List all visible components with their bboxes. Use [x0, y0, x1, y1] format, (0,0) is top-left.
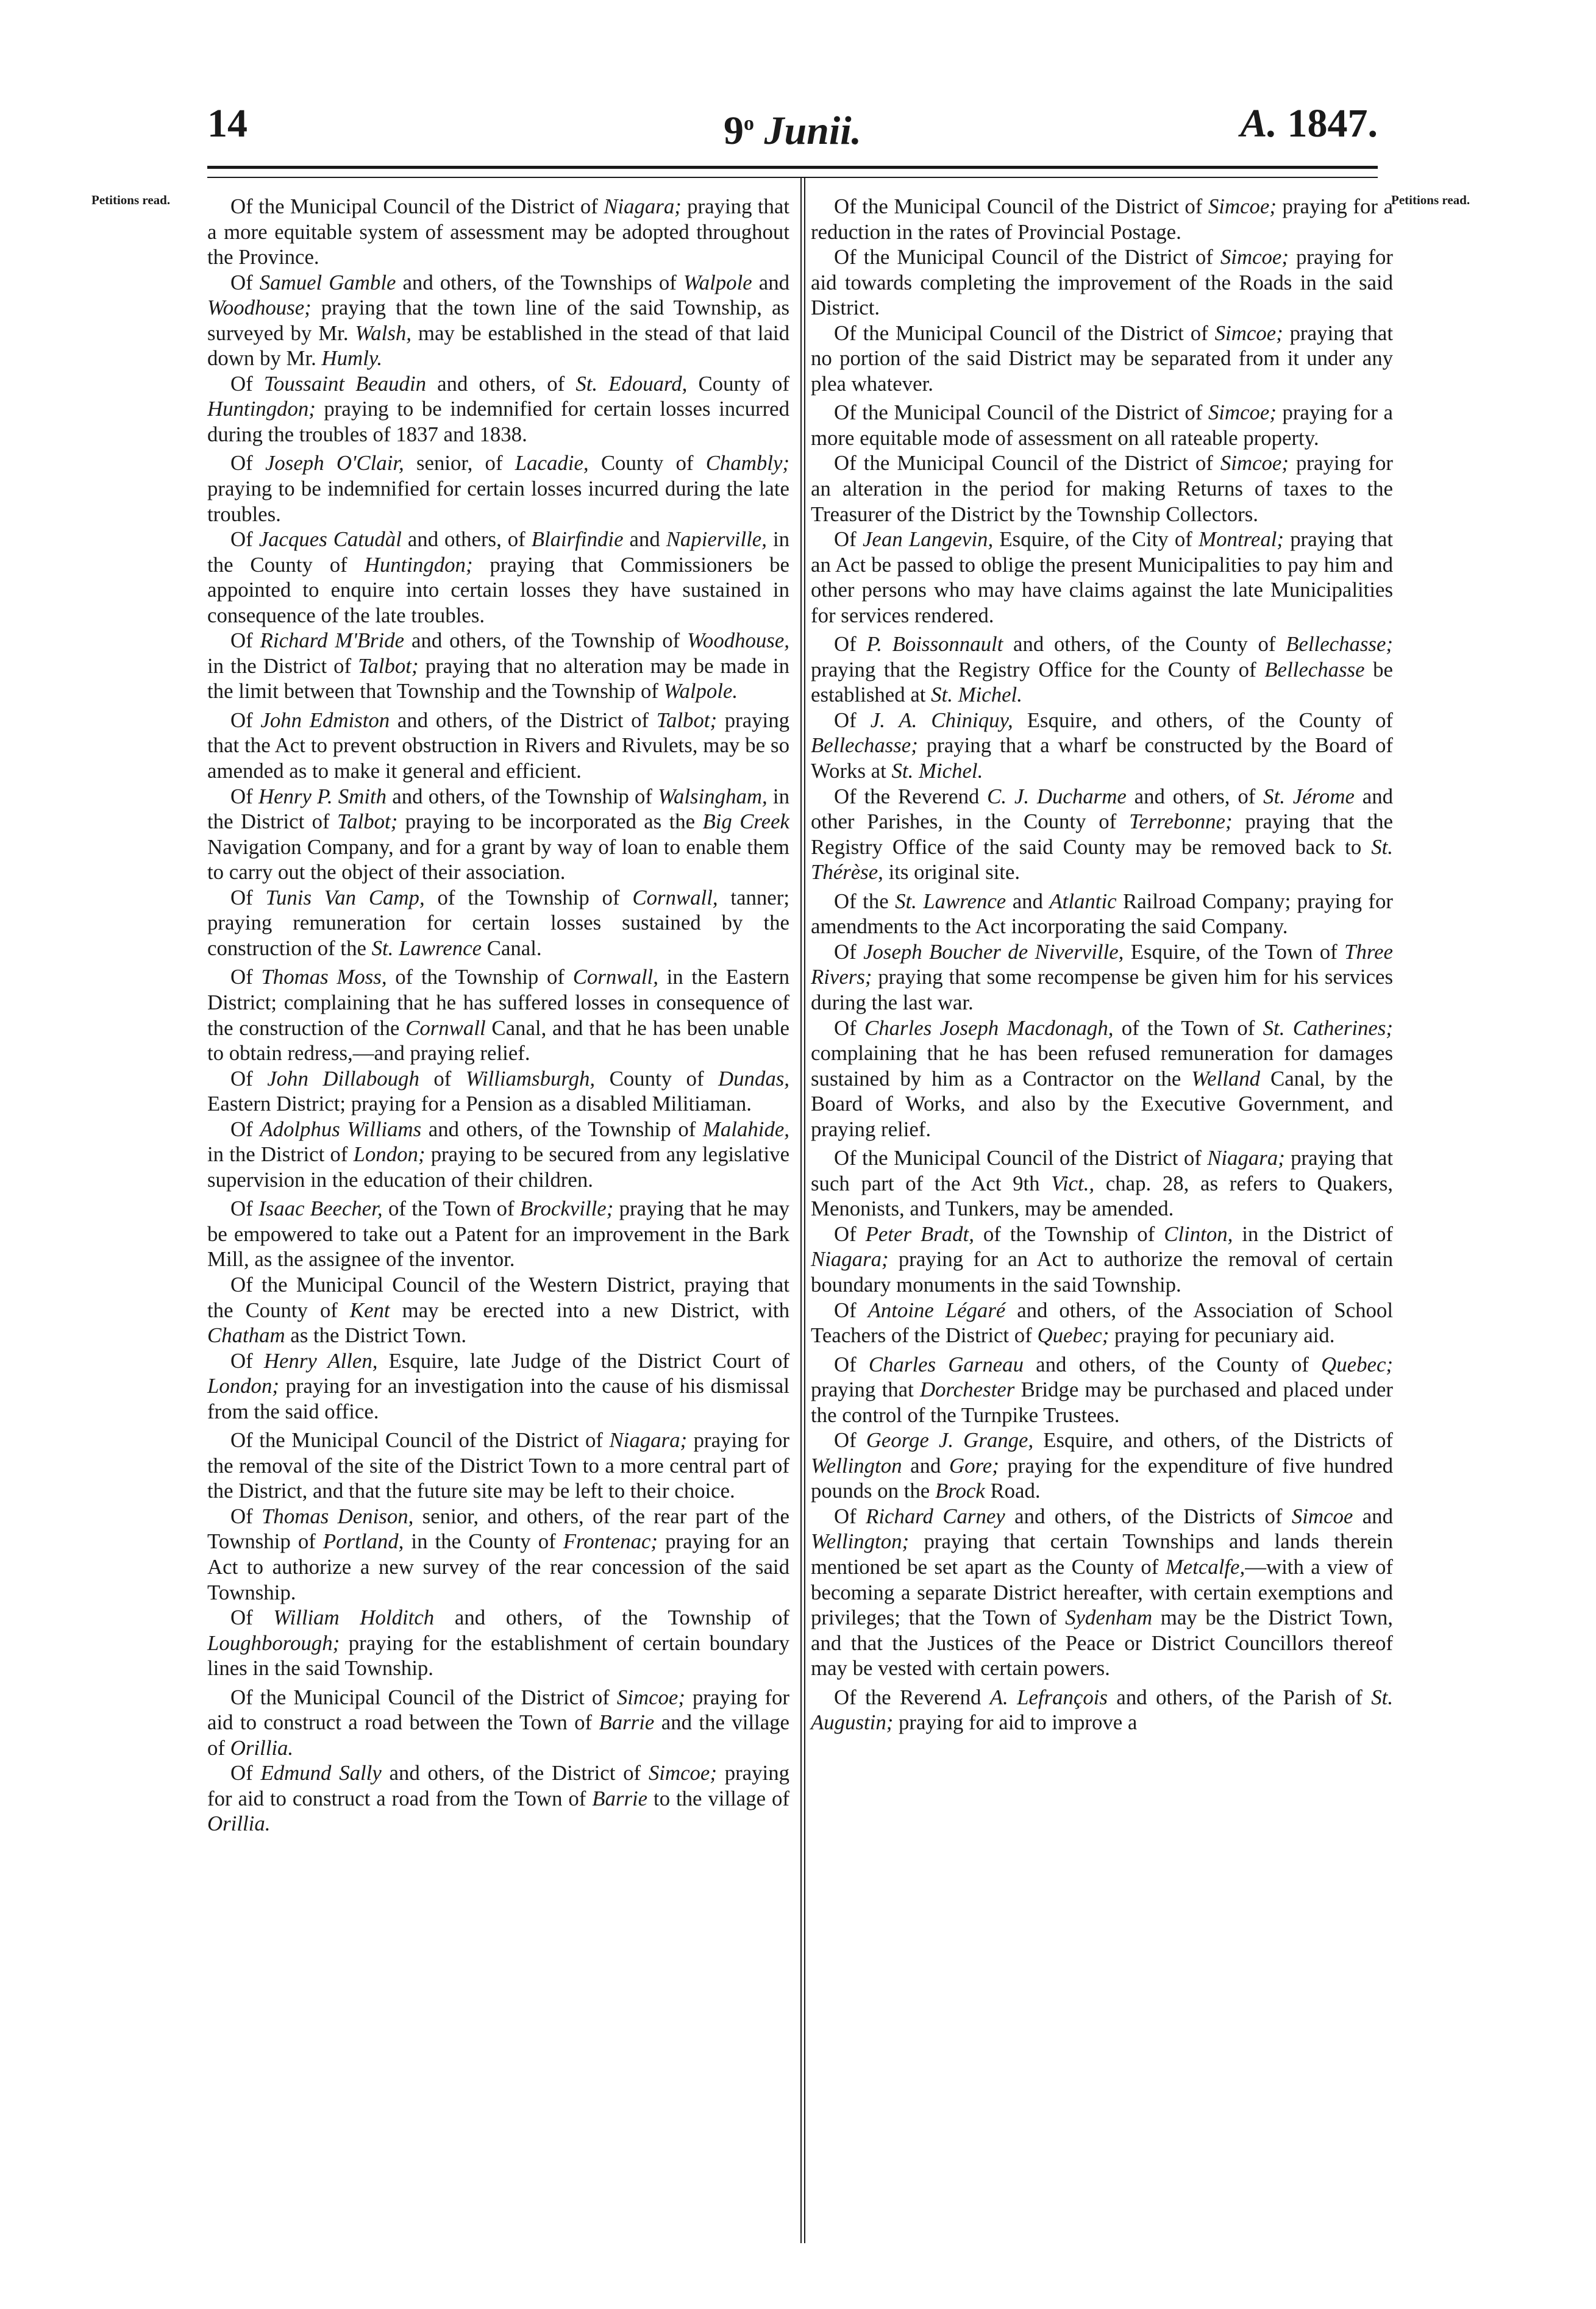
- petition-paragraph: Of Antoine Légaré and others, of the Association of School Teachers of the District of Quebec; praying for pecuniary aid.: [811, 1298, 1393, 1348]
- petition-paragraph: Of Charles Garneau and others, of the County of Quebec; praying that Dorchester Bridge may be purchased and placed under the control of the Turnpike Trustees.: [811, 1352, 1393, 1427]
- petition-paragraph: Of Joseph O'Clair, senior, of Lacadie, County of Chambly; praying to be indemnified for certain losses incurred during the late troubles.: [207, 451, 789, 526]
- page-header: [207, 90, 1378, 157]
- margin-note-left: Petitions read.: [91, 193, 171, 207]
- petition-paragraph: Of Charles Joseph Macdonagh, of the Town of St. Catherines; complaining that he has been refused remuneration for damages sustained by him as a Contractor on the Welland Canal, by the Board of Works, and also by the Executive Government, and praying relief.: [811, 1016, 1394, 1141]
- petition-paragraph: Of John Edmiston and others, of the District of Talbot; praying that the Act to prevent obstruction in Rivers and Rivulets, may be so amended as to make it general and efficient.: [207, 708, 790, 783]
- header-date: [207, 90, 1378, 165]
- page-number: 14: [207, 101, 248, 146]
- petition-paragraph: Of Joseph Boucher de Niverville, Esquire, of the Town of Three Rivers; praying that some recompense be given him for his services during the last war.: [811, 939, 1393, 1014]
- left-column: [207, 194, 789, 1837]
- petition-paragraph: Of Jean Langevin, Esquire, of the City of Montreal; praying that an Act be passed to oblige the present Municipalities to pay him and other persons who may have claims against the late Municipalities for services rendered.: [811, 527, 1393, 627]
- petition-paragraph: Of P. Boissonnault and others, of the County of Bellechasse; praying that the Registry Office for the County of Bellechasse be established at St. Michel.: [811, 632, 1393, 707]
- petition-paragraph: Of Tunis Van Camp, of the Township of Cornwall, tanner; praying remuneration for certain losses sustained by the construction of the St. Lawrence Canal.: [207, 885, 790, 960]
- petition-paragraph: Of Jacques Catudàl and others, of Blairfindie and Napierville, in the County of Huntingdon; praying that Commissioners be appointed to enquire into certain losses they have sustained in consequence of the late troubles.: [207, 527, 790, 627]
- petition-paragraph: Of George J. Grange, Esquire, and others, of the Districts of Wellington and Gore; praying for the expenditure of five hundred pounds on the Brock Road.: [811, 1428, 1394, 1503]
- header-year: [1240, 90, 1378, 157]
- header-double-rule: [207, 166, 1378, 178]
- petition-paragraph: Of the Municipal Council of the District of Simcoe; praying for a reduction in the rates of Provincial Postage.: [811, 194, 1393, 244]
- column-divider: [800, 178, 805, 2243]
- petition-paragraph: Of Edmund Sally and others, of the District of Simcoe; praying for aid to construct a road from the Town of Barrie to the village of Orillia.: [207, 1761, 789, 1836]
- petition-paragraph: Of the Reverend A. Lefrançois and others, of the Parish of St. Augustin; praying for aid to improve a: [811, 1685, 1394, 1735]
- petition-paragraph: Of the Municipal Council of the District of Simcoe; praying for aid to construct a road between the Town of Barrie and the village of Orillia.: [207, 1685, 789, 1760]
- date-day: 9: [723, 109, 744, 153]
- right-column: [811, 194, 1393, 1735]
- date-superscript: o: [743, 112, 754, 135]
- petition-paragraph: Of Thomas Moss, of the Township of Cornwall, in the Eastern District; complaining that he has suffered losses in consequence of the construction of the Cornwall Canal, and that he has been unable to obtain redress,—and praying relief.: [207, 965, 789, 1066]
- petition-paragraph: Of the Municipal Council of the District of Niagara; praying that a more equitable system of assessment may be adopted throughout the Province.: [207, 194, 790, 269]
- year-letter: A.: [1240, 101, 1277, 146]
- petition-paragraph: Of the Municipal Council of the District of Simcoe; praying for aid towards completing the improvement of the Roads in the said District.: [811, 245, 1393, 320]
- petition-paragraph: Of J. A. Chiniquy, Esquire, and others, of the County of Bellechasse; praying that a wharf be constructed by the Board of Works at St. Michel.: [811, 708, 1393, 783]
- petition-paragraph: Of Isaac Beecher, of the Town of Brockville; praying that he may be empowered to take out a Patent for an improvement in the Bark Mill, as the assignee of the inventor.: [207, 1197, 789, 1272]
- petition-paragraph: Of Henry P. Smith and others, of the Township of Walsingham, in the District of Talbot; praying to be incorporated as the Big Creek Navigation Company, and for a grant by way of loan to enable them to carry out the object of their association.: [207, 784, 789, 884]
- petition-paragraph: Of Peter Bradt, of the Township of Clinton, in the District of Niagara; praying for an Act to authorize the removal of certain boundary monuments in the said Township.: [811, 1222, 1394, 1297]
- petition-paragraph: Of Thomas Denison, senior, and others, of the rear part of the Township of Portland, in the County of Frontenac; praying for an Act to authorize a new survey of the rear concession of the said Township.: [207, 1504, 789, 1604]
- petition-paragraph: Of the Municipal Council of the District of Niagara; praying for the removal of the site of the District Town to a more central part of the District, and that the future site may be left to their choice.: [207, 1428, 789, 1503]
- petition-paragraph: Of William Holditch and others, of the Township of Loughborough; praying for the establishment of certain boundary lines in the said Township.: [207, 1606, 789, 1681]
- petition-paragraph: Of Henry Allen, Esquire, late Judge of the District Court of London; praying for an investigation into the cause of his dismissal from the said office.: [207, 1348, 789, 1423]
- year-number: 1847.: [1287, 101, 1378, 146]
- petition-paragraph: Of Richard Carney and others, of the Districts of Simcoe and Wellington; praying that certain Townships and lands therein mentioned be set apart as the County of Metcalfe,—with a view of becoming a separate District hereafter, with certain exemptions and privileges; that the Town of Sydenham may be the District Town, and that the Justices of the Peace or District Councillors thereof may be vested with certain powers.: [811, 1504, 1393, 1681]
- petition-paragraph: Of the Municipal Council of the District of Simcoe; praying for an alteration in the period for making Returns of taxes to the Treasurer of the District by the Township Collectors.: [811, 451, 1393, 526]
- date-month: Junii.: [764, 109, 862, 153]
- petition-paragraph: Of the Municipal Council of the District of Simcoe; praying for a more equitable mode of assessment on all rateable property.: [811, 400, 1393, 450]
- petition-paragraph: Of Adolphus Williams and others, of the Township of Malahide, in the District of London; praying to be secured from any legislative supervision in the education of their children.: [207, 1117, 790, 1192]
- margin-note-right: Petitions read.: [1391, 193, 1470, 207]
- petition-paragraph: Of the Reverend C. J. Ducharme and others, of St. Jérome and other Parishes, in the County of Terrebonne; praying that the Registry Office of the said County may be removed back to St. Thérèse, its original site.: [811, 784, 1394, 884]
- petition-paragraph: Of Samuel Gamble and others, of the Townships of Walpole and Woodhouse; praying that the town line of the said Township, as surveyed by Mr. Walsh, may be established in the stead of that laid down by Mr. Humly.: [207, 270, 789, 371]
- petition-paragraph: Of John Dillabough of Williamsburgh, County of Dundas, Eastern District; praying for a Pension as a disabled Militiaman.: [207, 1066, 789, 1116]
- petition-paragraph: Of the St. Lawrence and Atlantic Railroad Company; praying for amendments to the Act incorporating the said Company.: [811, 889, 1393, 939]
- petition-paragraph: Of the Municipal Council of the Western District, praying that the County of Kent may be erected into a new District, with Chatham as the District Town.: [207, 1272, 789, 1348]
- petition-paragraph: Of the Municipal Council of the District of Simcoe; praying that no portion of the said District may be separated from it under any plea whatever.: [811, 321, 1394, 396]
- petition-paragraph: Of Richard M'Bride and others, of the Township of Woodhouse, in the District of Talbot; praying that no alteration may be made in the limit between that Township and the Township of Walpole.: [207, 628, 789, 703]
- petition-paragraph: Of the Municipal Council of the District of Niagara; praying that such part of the Act 9th Vict., chap. 28, as refers to Quakers, Menonists, and Tunkers, may be amended.: [811, 1146, 1394, 1221]
- petition-paragraph: Of Toussaint Beaudin and others, of St. Edouard, County of Huntingdon; praying to be indemnified for certain losses incurred during the troubles of 1837 and 1838.: [207, 371, 789, 446]
